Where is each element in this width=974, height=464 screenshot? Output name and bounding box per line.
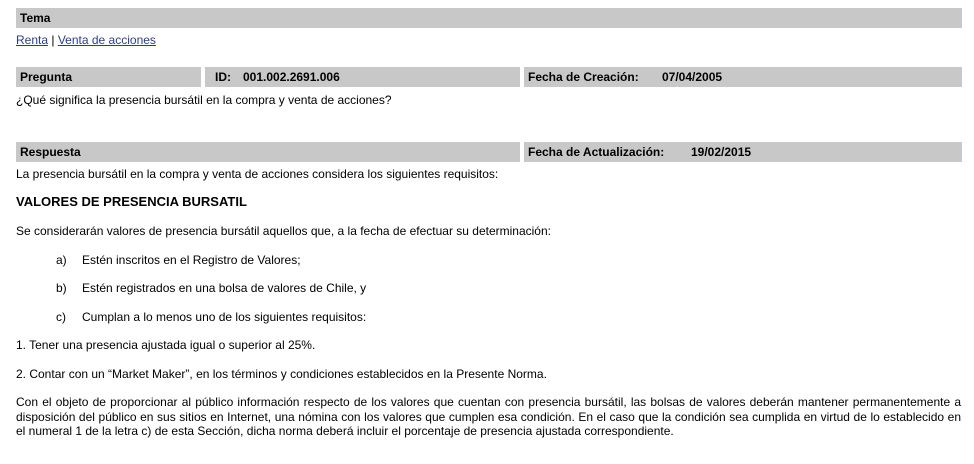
cell-divider [201, 67, 205, 87]
list-item-text: Cumplan a lo menos uno de los siguientes requisitos: [82, 310, 367, 324]
tema-header-bar [16, 8, 962, 28]
pregunta-text: ¿Qué significa la presencia bursátil en la compra y venta de acciones? [16, 93, 392, 107]
section-title: VALORES DE PRESENCIA BURSATIL [16, 194, 247, 209]
requirement-1: 1. Tener una presencia ajustada igual o superior al 25%. [16, 338, 316, 352]
respuesta-lead: Se considerarán valores de presencia bursátil aquellos que, a la fecha de efectuar su determinación: [16, 224, 551, 238]
cell-divider [520, 142, 524, 162]
list-item-letter: c) [56, 310, 66, 324]
pregunta-header-label: Pregunta [20, 70, 73, 84]
respuesta-intro: La presencia bursátil en la compra y venta de acciones considera los siguientes requisitos: [16, 167, 499, 181]
list-item-letter: a) [56, 253, 67, 267]
pregunta-created-value: 07/04/2005 [662, 70, 723, 84]
closing-paragraph: Con el objeto de proporcionar al público información respecto de los valores que cuentan con presencia bursátil, las bolsas de valores deberán mantener permanentemente a disposición del público en sus sitios en Internet, una nómina con los valores que cumplen esa condición. En el caso que la condición sea cumplida en virtud de lo establecido en el numeral 1 de la letra c) de esta Sección, dicha norma deberá incluir el porcentaje de presencia ajustada correspondiente. [16, 395, 961, 438]
pregunta-id-label: ID: [215, 70, 231, 84]
respuesta-header-label: Respuesta [20, 145, 81, 159]
pregunta-id-value: 001.002.2691.006 [243, 70, 340, 84]
link-renta[interactable]: Renta [16, 33, 49, 47]
requirement-2: 2. Contar con un “Market Maker”, en los términos y condiciones establecidos en la Presente Norma. [16, 367, 547, 381]
tema-links [16, 33, 156, 48]
respuesta-updated-label: Fecha de Actualización: [528, 145, 665, 159]
list-item-letter: b) [56, 281, 67, 295]
link-separator: | [51, 33, 55, 47]
list-item-text: Estén registrados en una bolsa de valores de Chile, y [82, 281, 367, 295]
list-item-text: Estén inscritos en el Registro de Valores; [82, 253, 301, 267]
link-venta-de-acciones[interactable]: Venta de acciones [57, 33, 156, 47]
respuesta-updated-value: 19/02/2015 [691, 145, 752, 159]
respuesta-header-bar [16, 142, 962, 162]
cell-divider [520, 67, 524, 87]
pregunta-created-label: Fecha de Creación: [528, 70, 639, 84]
tema-header-label: Tema [20, 11, 51, 25]
pregunta-header-bar [16, 67, 962, 87]
